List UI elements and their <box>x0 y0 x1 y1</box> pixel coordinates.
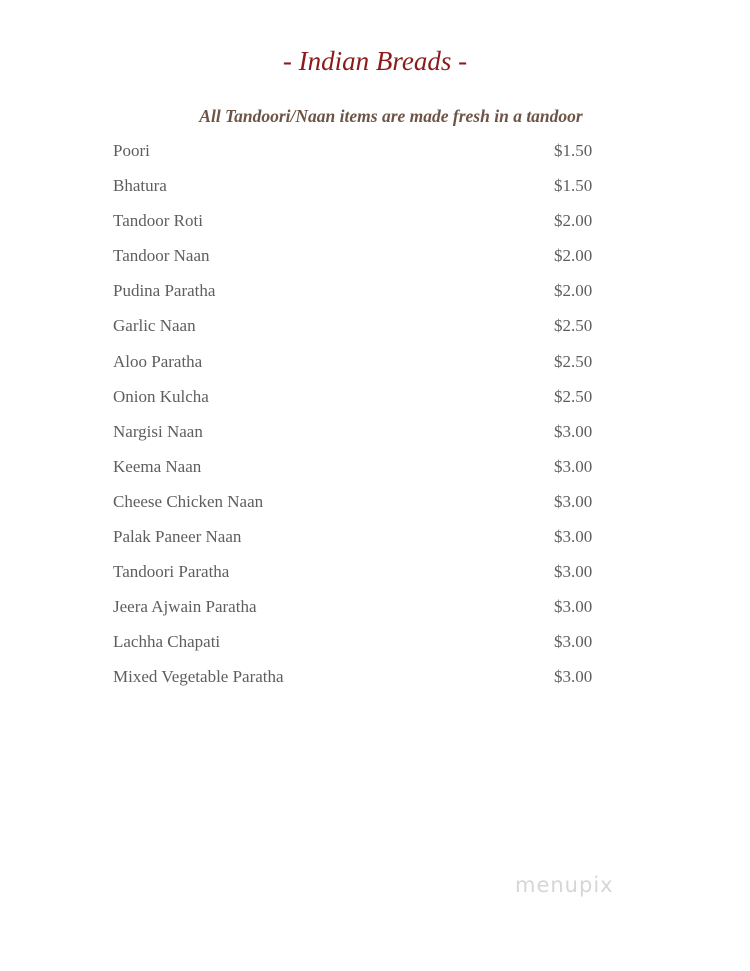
menu-item <box>113 176 603 211</box>
menu-item <box>113 632 603 667</box>
menu-item-price: $3.00 <box>554 456 593 476</box>
menu-item <box>113 527 603 562</box>
menu-item <box>113 141 603 176</box>
menu-item-price: $3.00 <box>554 491 593 511</box>
menu-item-name: Cheese Chicken Naan <box>113 491 264 511</box>
menu-item-price: $3.00 <box>554 421 593 441</box>
menu-item-name: Keema Naan <box>113 456 202 476</box>
menu-item-name: Mixed Vegetable Paratha <box>113 667 284 687</box>
menu-item-name: Aloo Paratha <box>113 351 203 371</box>
menu-item-name: Tandoor Naan <box>113 246 210 266</box>
menu-item-name: Palak Paneer Naan <box>113 527 242 547</box>
menu-item-price: $3.00 <box>554 597 593 617</box>
menu-item-price: $1.50 <box>554 176 593 196</box>
menu-item-price: $3.00 <box>554 527 593 547</box>
menu-item-name: Nargisi Naan <box>113 421 203 441</box>
menu-item-price: $2.50 <box>554 351 593 371</box>
menu-item <box>113 562 603 597</box>
menu-item-name: Tandoor Roti <box>113 211 203 231</box>
menu-item <box>113 387 603 422</box>
menu-item-name: Onion Kulcha <box>113 386 209 406</box>
menu-item <box>113 422 603 457</box>
menu-item-price: $3.00 <box>554 632 593 652</box>
menu-item-price: $2.00 <box>554 211 593 231</box>
menu-item <box>113 352 603 387</box>
menu-title: - Indian Breads - <box>282 46 468 76</box>
menu-item-list <box>113 141 603 703</box>
menu-item <box>113 211 603 246</box>
menu-item-price: $2.50 <box>554 316 593 336</box>
menu-item-price: $3.00 <box>554 667 593 687</box>
menu-subtitle: All Tandoori/Naan items are made fresh in a tandoor <box>199 106 583 126</box>
menu-item <box>113 281 603 316</box>
menupix-watermark: menupix <box>515 873 614 897</box>
menu-item-name: Garlic Naan <box>113 316 196 336</box>
menu-item-price: $2.00 <box>554 246 593 266</box>
menu-item-name: Jeera Ajwain Paratha <box>113 597 257 617</box>
menu-item-name: Lachha Chapati <box>113 632 221 652</box>
menu-item-name: Poori <box>113 141 150 160</box>
menu-item-price: $2.00 <box>554 281 593 301</box>
menu-item-price: $1.50 <box>554 141 593 160</box>
menu-item-price: $3.00 <box>554 562 593 582</box>
menu-item-name: Pudina Paratha <box>113 281 216 301</box>
menu-item <box>113 667 603 702</box>
menu-item <box>113 316 603 351</box>
menu-item <box>113 492 603 527</box>
menu-item-name: Tandoori Paratha <box>113 562 230 582</box>
menu-item <box>113 597 603 632</box>
menu-item <box>113 457 603 492</box>
menu-item-price: $2.50 <box>554 386 593 406</box>
menu-item <box>113 246 603 281</box>
menu-item-name: Bhatura <box>113 176 167 196</box>
